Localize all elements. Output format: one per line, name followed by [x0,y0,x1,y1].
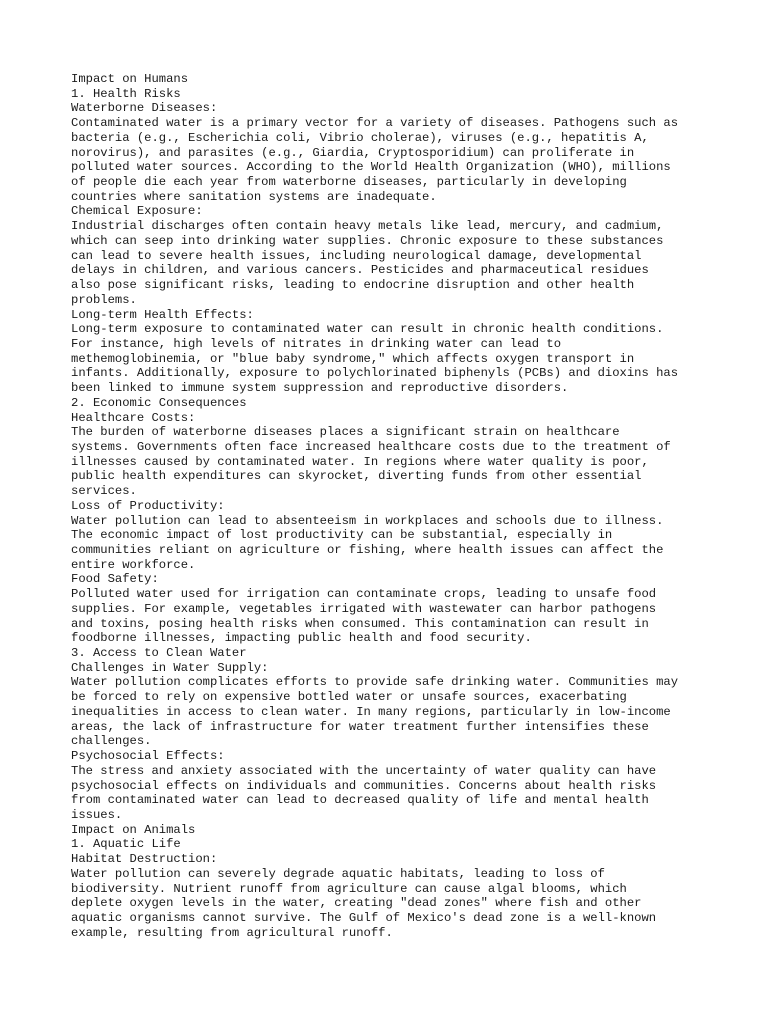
text-line: Habitat Destruction: [71,852,218,867]
text-line: areas, the lack of infrastructure for water treatment further intensifies these [71,719,649,734]
text-line: and toxins, posing health risks when consumed. This contamination can result in [71,616,649,631]
text-line: norovirus), and parasites (e.g., Giardia, Cryptosporidium) can proliferate in [71,145,635,160]
text-line: illnesses caused by contaminated water. In regions where water quality is poor, [71,454,649,469]
text-line: 1. Health Risks [71,86,181,101]
text-line: Waterborne Diseases: [71,101,218,116]
text-line: Psychosocial Effects: [71,749,225,764]
text-line: which can seep into drinking water supplies. Chronic exposure to these substances [71,233,664,248]
text-line: example, resulting from agricultural runoff. [71,925,393,940]
text-line: systems. Governments often face increased healthcare costs due to the treatment of [71,439,671,454]
text-line: can lead to severe health issues, including neurological damage, developmental [71,248,642,263]
text-line: foodborne illnesses, impacting public health and food security. [71,631,532,646]
text-line: methemoglobinemia, or "blue baby syndrome," which affects oxygen transport in [71,351,635,366]
text-line: Water pollution can lead to absenteeism in workplaces and schools due to illness. [71,513,664,528]
text-line: psychosocial effects on individuals and communities. Concerns about health risks [71,778,657,793]
text-line: issues. [71,807,123,822]
text-line: 1. Aquatic Life [71,837,181,852]
text-line: problems. [71,292,137,307]
text-line: aquatic organisms cannot survive. The Gulf of Mexico's dead zone is a well-known [71,910,657,925]
text-line: countries where sanitation systems are inadequate. [71,189,437,204]
text-line: communities reliant on agriculture or fishing, where health issues can affect the [71,543,664,557]
text-line: biodiversity. Nutrient runoff from agriculture can cause algal blooms, which [71,881,627,896]
text-line: delays in children, and various cancers. Pesticides and pharmaceutical residues [71,263,649,278]
text-line: be forced to rely on expensive bottled water or unsafe sources, exacerbating [71,690,627,705]
text-line: The stress and anxiety associated with the uncertainty of water quality can have [71,763,657,778]
text-line: services. [71,484,137,499]
text-line: from contaminated water can lead to decreased quality of life and mental health [71,793,649,808]
text-line: entire workforce. [71,557,196,572]
text-line: bacteria (e.g., Escherichia coli, Vibrio cholerae), viruses (e.g., hepatitis A, [71,130,649,145]
text-line: Long-term Health Effects: [71,307,254,322]
text-line: 2. Economic Consequences [71,395,247,410]
text-line: been linked to immune system suppression and reproductive disorders. [71,381,569,396]
text-line: Challenges in Water Supply: [71,660,269,675]
text-line: deplete oxygen levels in the water, creating "dead zones" where fish and other [71,896,642,911]
text-line: Polluted water used for irrigation can contaminate crops, leading to unsafe food [71,587,657,602]
text-line: Water pollution complicates efforts to provide safe drinking water. Communities may [71,675,679,690]
text-line: Water pollution can severely degrade aquatic habitats, leading to loss of [71,866,605,881]
text-line: supplies. For example, vegetables irrigated with wastewater can harbor pathogens [71,601,657,616]
text-line: infants. Additionally, exposure to polychlorinated biphenyls (PCBs) and dioxins has [71,366,679,381]
text-line: The economic impact of lost productivity can be substantial, especially in [71,528,613,543]
text-line: polluted water sources. According to the World Health Organization (WHO), millions [71,160,671,175]
text-line: The burden of waterborne diseases places a significant strain on healthcare [71,425,620,440]
text-line: Contaminated water is a primary vector for a variety of diseases. Pathogens such as [71,116,679,131]
text-line: Industrial discharges often contain heavy metals like lead, mercury, and cadmium, [71,219,664,234]
text-line: public health expenditures can skyrocket, diverting funds from other essential [71,469,642,484]
text-line: Chemical Exposure: [71,204,203,219]
text-line: also pose significant risks, leading to endocrine disruption and other health [71,278,635,293]
text-line: of people die each year from waterborne diseases, particularly in developing [71,175,627,190]
text-line: Food Safety: [71,572,159,587]
text-line: 3. Access to Clean Water [71,646,247,661]
text-line: Healthcare Costs: [71,410,196,425]
text-line: Loss of Productivity: [71,498,225,513]
document-body [71,72,711,940]
text-line: For instance, high levels of nitrates in drinking water can lead to [71,336,562,351]
text-line: Long-term exposure to contaminated water can result in chronic health conditions. [71,322,664,337]
text-line: inequalities in access to clean water. In many regions, particularly in low-income [71,704,671,719]
text-line: Impact on Humans [71,72,189,86]
text-line: challenges. [71,734,152,749]
text-line: Impact on Animals [71,822,196,837]
